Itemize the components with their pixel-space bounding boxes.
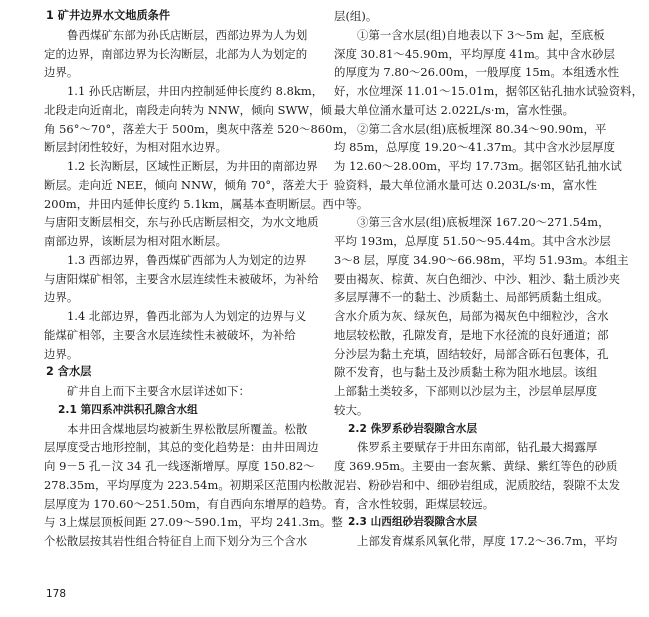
- text-line: 角 56°～70°，落差大于 500m，奥灰中落差 520～860m，: [44, 121, 355, 136]
- text-line: 侏罗系主要赋存于井田东南部，钻孔最大揭露厚: [357, 440, 598, 455]
- section-heading: 2.3 山西组砂岩裂隙含水层: [348, 516, 478, 529]
- text-line: 鲁西煤矿东部为孙氏店断层，西部边界为人为划: [67, 27, 308, 42]
- text-line: 断层封闭性较好，为相对阻水边界。: [44, 140, 228, 155]
- page-number: 178: [46, 588, 67, 600]
- right-column: [334, 7, 644, 551]
- text-line: 断层。走向近 NEE，倾向 NNW，倾角 70°，落差大于: [44, 177, 329, 192]
- text-line: 矿井自上而下主要含水层详述如下：: [67, 384, 251, 398]
- text-line: 边界。: [44, 346, 79, 361]
- text-line: 278.35m，平均厚度为 223.54m。初期采区范围内松散: [44, 477, 333, 492]
- text-line: 个松散层按其岩性组合特征自上而下划分为三个含水: [44, 534, 308, 548]
- text-line: ②第二含水层(组)底板埋深 80.34～90.90m，平: [357, 121, 607, 136]
- text-line: 均 85m，总厚度 19.20～41.37m。其中含水沙层厚度: [334, 140, 615, 155]
- text-line: 中等。: [334, 196, 369, 211]
- text-line: 向 9－5 孔－汶 34 孔一线逐渐增厚。厚度 150.82～: [44, 459, 315, 473]
- text-line: 与 3上煤层顶板间距 27.09～590.1m，平均 241.3m。整: [44, 515, 343, 530]
- text-line: 上部发育煤系风氧化带，厚度 17.2～36.7m，平均: [357, 534, 618, 548]
- text-line: 与唐阳煤矿相邻，主要含水层连续性未被破坏，为补给: [44, 271, 319, 286]
- text-line: 较大。: [334, 402, 369, 417]
- text-line: 要由褐灰、棕黄、灰白色细沙、中沙、粗沙、黏土质沙夹: [334, 271, 621, 286]
- text-line: 能煤矿相邻，主要含水层连续性未被破坏，为补给: [44, 327, 296, 342]
- section-heading: 2.2 侏罗系砂岩裂隙含水层: [348, 422, 478, 435]
- text-line: 1.3 西部边界，鲁西煤矿西部为人为划定的边界: [67, 252, 307, 267]
- text-line: 定的边界，南部边界为长沟断层，北部为人为划定的: [44, 46, 308, 61]
- section-heading: 2 含水层: [46, 365, 92, 379]
- text-line: 层厚度受古地形控制，其总的变化趋势是：由井田周边: [44, 440, 319, 455]
- section-heading: 1 矿井边界水文地质条件: [46, 9, 171, 22]
- text-line: 好，水位埋深 11.01～15.01m，据邻区钻孔抽水试验资料，: [334, 84, 644, 98]
- text-line: 分沙层为黏土充填，固结较好，局部含砾石包裹体，孔: [334, 346, 609, 361]
- text-line: 北段走向近南北，南段走向转为 NNW，倾向 SWW，倾: [44, 102, 332, 117]
- text-line: 层厚度为 170.60～251.50m，有自西向东增厚的趋势。: [44, 496, 334, 511]
- text-line: 度 369.95m。主要由一套灰紫、黄绿、紫红等色的砂质: [334, 459, 618, 473]
- text-line: 200m，井田内延伸长度约 5.1km，属基本查明断层。西: [44, 196, 334, 211]
- section-heading: 2.1 第四系冲洪积孔隙含水组: [58, 403, 198, 416]
- text-line: 平均 193m，总厚度 51.50～95.44m。其中含水沙层: [334, 234, 611, 248]
- text-line: ①第一含水层(组)自地表以下 3～5m 起，至底板: [357, 27, 605, 42]
- text-line: 最大单位涌水量可达 2.022L/s·m，富水性强。: [334, 102, 575, 117]
- text-line: 1.2 长沟断层，区域性正断层，为井田的南部边界: [67, 159, 318, 173]
- text-line: 深度 30.81～45.90m，平均厚度 41m。其中含水砂层: [334, 46, 615, 61]
- text-line: 泥岩、粉砂岩和中、细砂岩组成，泥质胶结，裂隙不太发: [334, 477, 621, 492]
- text-line: 与唐阳支断层相交，东与孙氏店断层相交，为水文地质: [44, 215, 319, 230]
- text-line: 边界。: [44, 290, 79, 305]
- text-line: 3～8 层，厚度 34.90～66.98m，平均 51.93m。本组主: [334, 252, 629, 267]
- text-line: 验资料，最大单位涌水量可达 0.203L/s·m，富水性: [334, 177, 597, 192]
- text-line: 地层较松散，孔隙发育，是地下水径流的良好通道；部: [334, 327, 609, 342]
- text-line: 1.4 北部边界，鲁西北部为人为划定的边界与义: [67, 309, 307, 323]
- text-line: 边界。: [44, 65, 79, 80]
- text-line: 本井田含煤地层均被新生界松散层所覆盖。松散: [67, 421, 308, 436]
- text-line: 隙不发育，也与黏土及沙质黏土称为阻水地层。该组: [334, 365, 598, 380]
- text-line: 南部边界，该断层为相对阻水断层。: [44, 234, 228, 248]
- text-line: 1.1 孙氏店断层，井田内控制延伸长度约 8.8km，: [67, 84, 324, 98]
- text-line: 层(组)。: [334, 9, 378, 23]
- text-line: 育，含水性较弱，距煤层较远。: [334, 496, 495, 511]
- text-line: 多层厚薄不一的黏土、沙质黏土、局部钙质黏土组成。: [334, 290, 609, 305]
- text-line: 含水介质为灰、绿灰色，局部为褐灰色中细粒沙，含水: [334, 309, 609, 323]
- text-line: 为 12.60～28.00m，平均 17.73m。据邻区钻孔抽水试: [334, 159, 622, 173]
- text-line: 上部黏土类较多，下部则以沙层为主，沙层单层厚度: [334, 384, 598, 398]
- text-line: ③第三含水层(组)底板埋深 167.20～271.54m，: [357, 215, 610, 230]
- text-line: 的厚度为 7.80～26.00m，一般厚度 15m。本组透水性: [334, 65, 620, 80]
